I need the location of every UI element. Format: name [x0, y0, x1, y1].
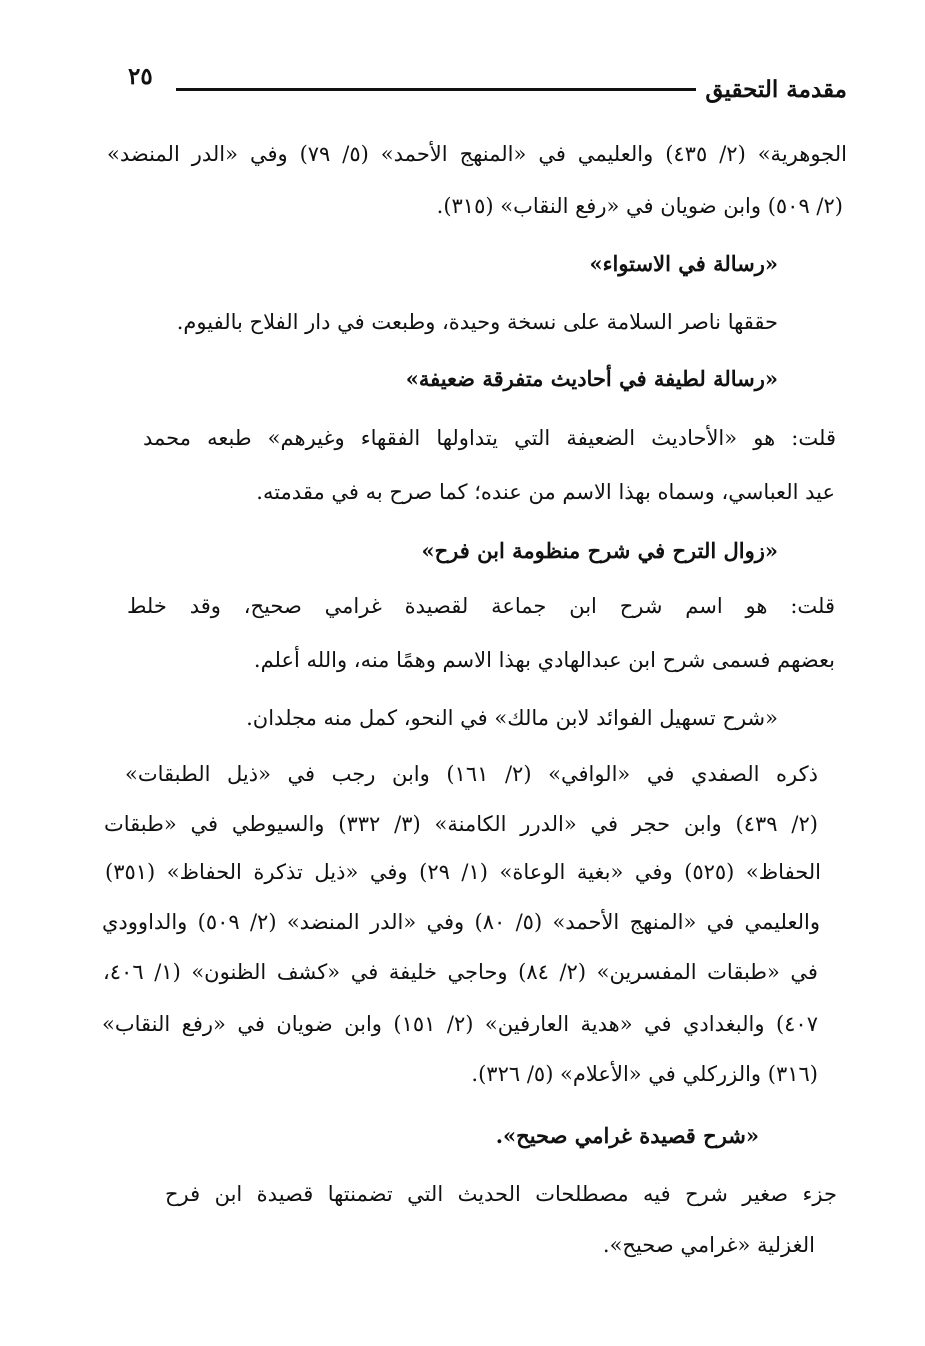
- section-heading: «شرح تسهيل الفوائد لابن مالك» في النحو، كمل منه مجلدان.: [246, 706, 778, 730]
- text-line: جزء صغير شرح فيه مصطلحات الحديث التي تضمنتها قصيدة ابن فرح: [165, 1182, 837, 1206]
- text-line: الجوهرية» (٢/ ٤٣٥) والعليمي في «المنهج الأحمد» (٥/ ٧٩) وفي «الدر المنضد»: [107, 142, 847, 166]
- running-title: مقدمة التحقيق: [705, 76, 847, 103]
- text-line: (٢/ ٥٠٩) وابن ضويان في «رفع النقاب» (٣١٥).: [436, 194, 843, 218]
- header-rule: [176, 88, 696, 91]
- text-line: قلت: هو اسم شرح ابن جماعة لقصيدة غرامي صحيح، وقد خلط: [127, 594, 835, 618]
- text-line: بعضهم فسمى شرح ابن عبدالهادي بهذا الاسم وهمًا منه، والله أعلم.: [253, 648, 835, 672]
- text-line: عيد العباسي، وسماه بهذا الاسم من عنده؛ كما صرح به في مقدمته.: [256, 480, 835, 504]
- text-line: الحفاظ» (٥٢٥) وفي «بغية الوعاة» (١/ ٢٩) وفي «ذيل تذكرة الحفاظ» (٣٥١): [105, 860, 821, 884]
- section-heading: «رسالة لطيفة في أحاديث متفرقة ضعيفة»: [405, 366, 778, 391]
- text-line: (٣١٦) والزركلي في «الأعلام» (٥/ ٣٢٦).: [471, 1062, 818, 1086]
- text-line: ذكره الصفدي في «الوافي» (٢/ ١٦١) وابن رجب في «ذيل الطبقات»: [125, 762, 818, 786]
- text-line: في «طبقات المفسرين» (٢/ ٨٤) وحاجي خليفة في «كشف الظنون» (١/ ٤٠٦،: [103, 960, 818, 984]
- text-line: قلت: هو «الأحاديث الضعيفة التي يتداولها الفقهاء وغيرهم» طبعه محمد: [143, 426, 836, 450]
- text-line: الغزلية «غرامي صحيح».: [602, 1233, 815, 1257]
- text-line: حققها ناصر السلامة على نسخة وحيدة، وطبعت في دار الفلاح بالفيوم.: [176, 310, 778, 334]
- section-heading: «شرح قصيدة غرامي صحيح».: [495, 1123, 759, 1148]
- text-line: والعليمي في «المنهج الأحمد» (٥/ ٨٠) وفي «الدر المنضد» (٢/ ٥٠٩) والداوودي: [102, 910, 820, 934]
- section-heading: «رسالة في الاستواء»: [589, 251, 778, 276]
- section-heading: «زوال الترح في شرح منظومة ابن فرح»: [421, 538, 778, 563]
- text-line: (٢/ ٤٣٩) وابن حجر في «الدرر الكامنة» (٣/ ٣٣٢) والسيوطي في «طبقات: [104, 812, 818, 836]
- page-number: ٢٥: [128, 63, 153, 90]
- text-line: ٤٠٧) والبغدادي في «هدية العارفين» (٢/ ١٥١) وابن ضويان في «رفع النقاب»: [102, 1012, 818, 1036]
